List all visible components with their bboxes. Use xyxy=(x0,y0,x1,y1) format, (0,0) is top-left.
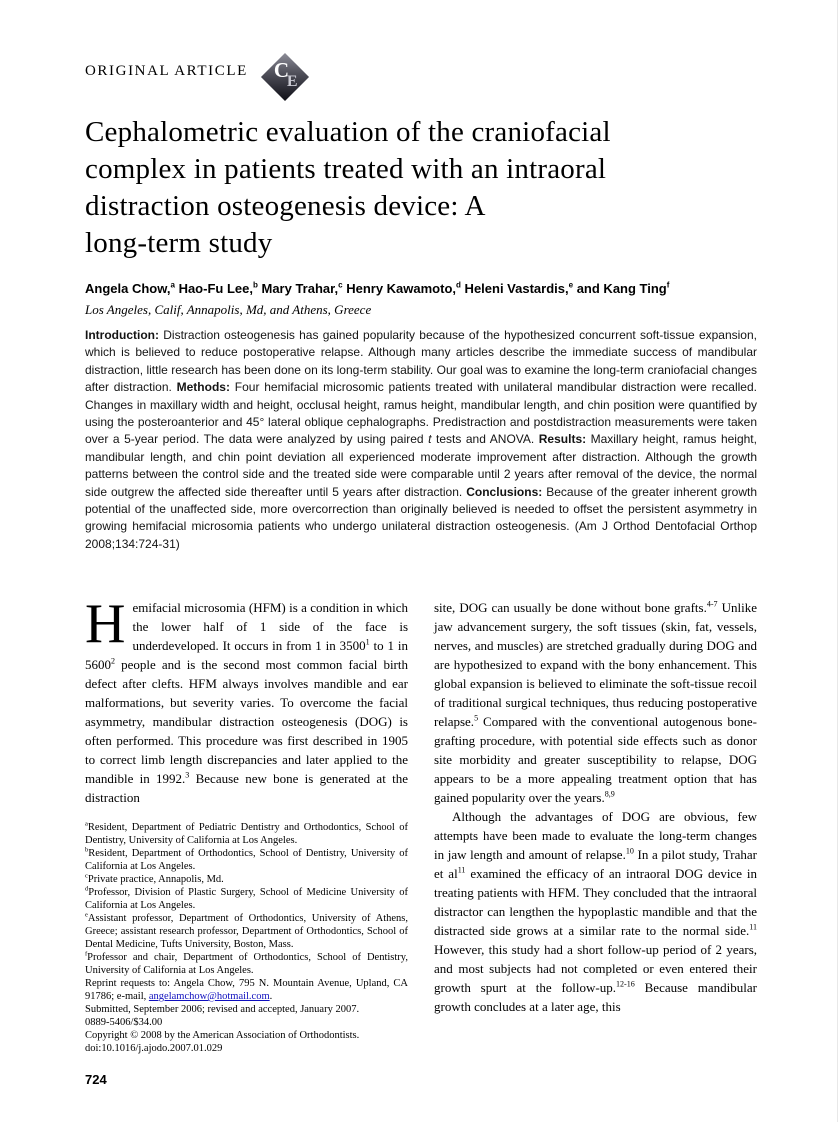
text-run: Maxillary height, ramus height, mandibular length, and chin point deviation all experienced moderate improvement after distraction. Although the growth patterns between the control side and the treated side were comparable until 2 years after removal of the device, the normal side outgrew the affected side thereafter until 5 years after distraction. xyxy=(85,432,757,499)
article-type-header xyxy=(85,50,312,104)
text-run: Assistant professor, Department of Orthodontics, University of Athens, Greece; assistant research professor, Department of Orthodontics, School of Dental Medicine, Tufts University, Boston, Mass. xyxy=(85,913,408,950)
text-run: Four hemifacial microsomic patients treated with unilateral mandibular distraction were recalled. Changes in maxillary width and height, occlusal height, ramus height, mandibular length, and chin position were quantified by using the posteroanterior and 45° lateral oblique cephalographs. Predistraction and postdistraction measurements were taken over a 5-year period. The data were analyzed by using paired xyxy=(85,380,757,447)
text-run: Reprint requests to: Angela Chow, 795 N. Mountain Avenue, Upland, CA 91786; e-mail, xyxy=(85,978,408,1002)
text-run: emifacial microsomia (HFM) is a condition in which the lower half of 1 side of the face is underdeveloped. It occurs in from 1 in 3500 xyxy=(132,600,408,653)
superscript-ref: 8,9 xyxy=(604,789,615,799)
affiliation-locations: Los Angeles, Calif, Annapolis, Md, and Athens, Greece xyxy=(85,302,372,317)
title-line: distraction osteogenesis device: A xyxy=(85,190,486,222)
text-run: to 1 in 5600 xyxy=(85,638,408,672)
text-run: Introduction: xyxy=(85,328,164,342)
text-run: t xyxy=(428,432,432,447)
text-run: Henry Kawamoto, xyxy=(342,281,457,296)
text-run: examined the efficacy of an intraoral DOG device in treating patients with HFM. They concluded that the intraoral distractor can lengthen the hypoplastic mandible and that the distracted side grows at a similar rate to the normal side. xyxy=(434,866,757,938)
text-run: and Kang Ting xyxy=(573,281,667,296)
ce-logo xyxy=(258,50,312,104)
authors-line xyxy=(85,281,757,296)
right-column xyxy=(434,598,757,1055)
text-run: . xyxy=(269,991,273,1002)
superscript-ref: c xyxy=(338,280,343,290)
body-paragraph xyxy=(434,807,757,1016)
footnote xyxy=(85,886,408,912)
page-number: 724 xyxy=(85,1072,107,1087)
footnote xyxy=(85,1003,408,1016)
paragraph-text xyxy=(85,593,408,805)
footnote xyxy=(85,951,408,977)
dropcap: H xyxy=(85,593,126,655)
footnote xyxy=(85,1029,408,1042)
ce-letter-e: E xyxy=(286,73,298,90)
text-run: Submitted, September 2006; revised and accepted, January 2007. xyxy=(85,1004,360,1015)
superscript-ref: f xyxy=(85,950,88,958)
superscript-ref: 3 xyxy=(185,770,190,780)
text-run: Resident, Department of Orthodontics, School of Dentistry, University of California at Los Angeles. xyxy=(85,848,408,872)
abstract xyxy=(85,327,757,553)
text-run: In a pilot study, Trahar et al xyxy=(434,847,757,881)
text-run: Because mandibular growth concludes at a later age, this xyxy=(434,980,757,1014)
section-label: ORIGINAL ARTICLE xyxy=(85,63,248,79)
text-run: (Am J Orthod Dentofacial Orthop 2008;134:724-31) xyxy=(85,519,757,551)
text-run: Distraction osteogenesis has gained popularity because of the hypothesized concurrent soft-tissue expansion, which is believed to reduce postoperative relapse. Although many articles describe the immediate success of mandibular distraction, little research has been done on its long-term stability. Our goal was to examine the long-term craniofacial changes after distraction. xyxy=(85,328,757,395)
superscript-ref: d xyxy=(85,885,89,893)
footnote xyxy=(85,873,408,886)
superscript-ref: 4-7 xyxy=(706,599,718,609)
text-run: Private practice, Annapolis, Md. xyxy=(87,874,224,885)
text-run: Because new bone is generated at the distraction xyxy=(85,771,408,805)
title-line: long-term study xyxy=(85,227,273,259)
superscript-ref: a xyxy=(85,820,88,828)
superscript-ref: 11 xyxy=(457,865,466,875)
text-run: Mary Trahar, xyxy=(257,281,339,296)
ce-letter-c: C xyxy=(273,58,290,82)
text-run: Heleni Vastardis, xyxy=(460,281,569,296)
superscript-ref: 11 xyxy=(749,922,757,932)
superscript-ref: 10 xyxy=(625,846,634,856)
title-line: complex in patients treated with an intraoral xyxy=(85,153,607,185)
superscript-ref: d xyxy=(456,280,461,290)
superscript-ref: 12-16 xyxy=(616,979,635,989)
superscript-ref: f xyxy=(666,280,670,290)
footnote xyxy=(85,977,408,1003)
left-column xyxy=(85,593,408,1055)
body-paragraph xyxy=(434,598,757,807)
text-run: Conclusions: xyxy=(466,484,547,499)
text-run: doi:10.1016/j.ajodo.2007.01.029 xyxy=(85,1043,223,1054)
text-run: Although the advantages of DOG are obvious, few attempts have been made to evaluate the long-term changes in jaw length and amount of relapse. xyxy=(434,809,757,862)
footnote xyxy=(85,912,408,951)
superscript-ref: c xyxy=(85,872,88,880)
text-run: Unlike jaw advancement surgery, the soft tissues (skin, fat, vessels, nerves, and muscles) are stretched gradually during DOG and are hypothesized to expand with the bony enhancement. This global expansion is believed to eliminate the soft-tissue recoil of traditional surgical techniques, thus reducing postoperative relapse. xyxy=(434,600,757,729)
text-run: However, this study had a short follow-up period of 2 years, and most subjects had not completed or even entered their growth spurt at the follow-up. xyxy=(434,942,757,995)
text-run: Professor and chair, Department of Orthodontics, School of Dentistry, University of California at Los Angeles. xyxy=(85,952,408,976)
superscript-ref: a xyxy=(170,280,175,290)
superscript-ref: e xyxy=(568,280,574,290)
text-run: people and is the second most common facial birth defect after clefts. HFM always involves mandible and ear malformations, but severity varies. To overcome the facial asymmetry, mandibular distraction osteogenesis (DOG) is often performed. This procedure was first described in 1905 to correct limb length discrepancies and later applied to the mandible in 1992. xyxy=(85,657,408,786)
superscript-ref: e xyxy=(85,911,88,919)
text-run: Professor, Division of Plastic Surgery, School of Medicine University of California at Los Angeles. xyxy=(85,887,408,911)
text-run: Because of the greater inherent growth potential of the unaffected side, more overcorrection than originally believed is needed to offset the persistent asymmetry in growing hemifacial microsomia patients who undergo unilateral distraction osteogenesis. xyxy=(85,484,757,534)
text-run: site, DOG can usually be done without bone grafts. xyxy=(434,600,707,615)
text-run: Resident, Department of Pediatric Dentistry and Orthodontics, School of Dentistry, University of California at Los Angeles. xyxy=(85,822,408,846)
superscript-ref: b xyxy=(252,280,258,290)
footnote xyxy=(85,1042,408,1055)
article-title xyxy=(85,114,757,262)
footnotes-block xyxy=(85,821,408,1055)
text-run: tests and ANOVA. xyxy=(431,432,539,447)
footnote xyxy=(85,847,408,873)
text-run: 0889-5406/$34.00 xyxy=(85,1017,163,1028)
title-line: Cephalometric evaluation of the craniofacial xyxy=(85,116,611,148)
superscript-ref: 1 xyxy=(365,637,370,647)
text-run: Results: xyxy=(538,432,591,447)
body-columns xyxy=(85,593,757,1055)
text-run: Angela Chow, xyxy=(85,281,171,296)
text-run: Compared with the conventional autogenous bone-grafting procedure, with potential side effects such as donor site morbidity and greater susceptibility to relapse, DOG appears to be a more appealing treatment option that has gained popularity over the years. xyxy=(434,714,757,805)
text-run: Methods: xyxy=(176,380,235,395)
superscript-ref: 2 xyxy=(111,656,116,666)
footnote xyxy=(85,821,408,847)
superscript-ref: 5 xyxy=(474,713,479,723)
footnote xyxy=(85,1016,408,1029)
text-run: Hao-Fu Lee, xyxy=(174,281,253,296)
superscript-ref: b xyxy=(85,846,89,854)
text-run: Copyright © 2008 by the American Association of Orthodontists. xyxy=(85,1030,360,1041)
body-paragraph xyxy=(85,593,408,807)
email-link[interactable]: angelamchow@hotmail.com xyxy=(148,991,270,1002)
